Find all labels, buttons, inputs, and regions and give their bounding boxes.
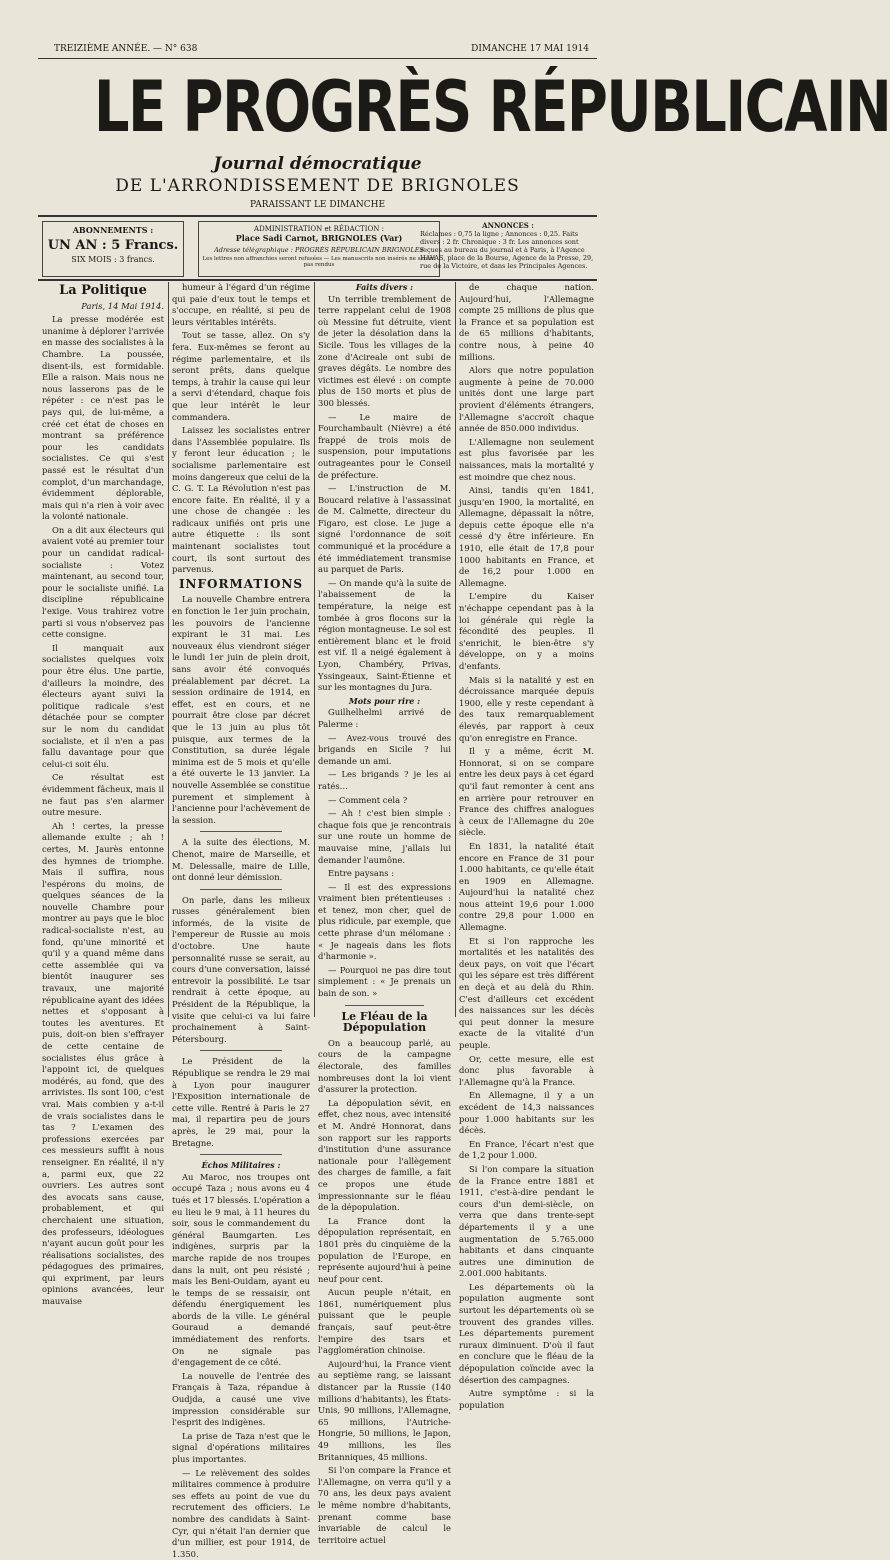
column-1 (42, 282, 164, 1307)
info-paragraph: A la suite des élections, M. Chenot, maire de Marseille, et M. Delessalle, maire de Lille, ont donné leur démission. (172, 837, 310, 883)
news-paragraph: — On mande qu'à la suite de l'abaissement de la température, la neige est tombée à gros flocons sur la région montagneuse. Le sol est entièrement blanc et le froid est vif. Il a neigé également à Lyon, Chambéry, Privas, Yssingeaux, Saint-Étienne et sur les montagnes du Jura. (318, 577, 451, 693)
issue-date: DIMANCHE 17 MAI 1914 (471, 44, 589, 54)
news-paragraph: Un terrible tremblement de terre rappelant celui de 1908 où Messine fut détruite, vient de jeter la désolation dans la Sicile. Tous les villages de la zone d'Acireale ont subi de graves dégâts. Le nombre des victimes est élevé : on compte plus de 150 morts et plus de 300 blessés. (318, 293, 451, 408)
article-paragraph: Alors que notre population augmente à peine de 70.000 unités dont une large part provient d'éléments étrangers, l'Allemagne s'accroît chaque année de 850.000 individus. (459, 365, 594, 434)
joke-line: — Pourquoi ne pas dire tout simplement : « Je prenais un bain de son. » (318, 964, 451, 999)
article-paragraph: Et si l'on rapproche les mortalités et les natalités des deux pays, on voit que l'écart qui les sépare est très différent en deçà et au delà du Rhin. C'est d'ailleurs cet excédent des naissances sur les décès qui peut donner la mesure exacte de la vitalité d'un peuple. (459, 935, 594, 1050)
article-paragraph: La dépopulation sévit, en effet, chez nous, avec intensité et M. André Honnorat, dans son rapport sur les rapports d'institution d'une assurance nationale pour l'allègement des charges de famille, a fait ce propos une étude impressionnante sur le fléau de la dépopulation. (318, 1097, 451, 1213)
administration-note: Les lettres non affranchies seront refusées — Les manuscrits non insérés ne seront pas rendus (202, 256, 436, 268)
section-divider (200, 831, 283, 832)
column-divider (314, 282, 315, 1017)
article-paragraph: En France, l'écart n'est que de 1,2 pour 1.000. (459, 1138, 594, 1161)
article-paragraph: Il manquait aux socialistes quelques voix pour être élus. Une partie, d'ailleurs la moindre, des électeurs ayant suivi la politique radicale s'est détachée pour se compter sur le nom du candidat socialiste, et il n'en a pas fallu davantage pour que celui-ci soit élu. (42, 642, 164, 769)
echo-paragraph: — Le relèvement des soldes militaires commence à produire ses effets au point de vue du recrutement des officiers. Le nombre des candidats à Saint-Cyr, qui n'était l'an dernier que d'un millier, est pour 1914, de 1.350. (172, 1467, 310, 1559)
masthead-title: LE PROGRÈS RÉPUBLICAIN (93, 66, 890, 148)
article-paragraph: L'empire du Kaiser n'échappe cependant pas à la loi générale qui règle la fécondité des peuples. Il s'enrichit, le bien-être s'y développe, on y a moins d'enfants. (459, 591, 594, 671)
article-paragraph: En 1831, la natalité était encore en France de 31 pour 1.000 habitants, ce qu'elle était en 1909 en Allemagne. Aujourd'hui la natalité chez nous atteint 19,6 pour 1.000 contre 29,8 pour 1.000 en Allemagne. (459, 840, 594, 933)
subscriptions-box (42, 221, 184, 277)
article-dateline: Paris, 14 Mai 1914. (81, 300, 164, 311)
article-paragraph: Ce résultat est évidemment fâcheux, mais il ne faut pas s'en alarmer outre mesure. (42, 772, 164, 818)
subheading-faits-divers: Faits divers : (355, 282, 414, 292)
section-divider (200, 1154, 283, 1155)
article-paragraph: La presse modérée est unanime à déplorer l'arrivée en masse des socialistes à la Chambre. La poussée, disent-ils, est formidable. Elle a raison. Mais nous ne nous lasserons pas de le répéter : ce n'est pas le pays qui, de lui-même, a créé cet état de choses en montrant sa préférence pour les candidats socialistes. Ce qui s'est passé est le résultat d'un complot, d'un marchandage, évidemment déplorable, mais qui n'a rien à voir avec la volonté nationale. (42, 314, 164, 522)
administration-address: Place Sadi Carnot, BRIGNOLES (Var) (235, 233, 403, 243)
joke-line: — Les brigands ? je les ai ratés… (318, 769, 451, 791)
administration-box (198, 221, 440, 277)
news-paragraph: — Le maire de Fourchambault (Nièvre) a été frappé de trois mois de suspension, pour imputations outrageantes pour le Conseil de préfecture. (318, 411, 451, 480)
top-rule (38, 58, 597, 59)
article-paragraph: On a beaucoup parlé, au cours de la campagne électorale, des familles nombreuses dont la loi vient d'assurer la protection. (318, 1037, 451, 1095)
masthead-district: DE L'ARRONDISSEMENT DE BRIGNOLES (115, 176, 520, 196)
joke-line: — Avez-vous trouvé des brigands en Sicile ? lui demande un ami. (318, 732, 451, 766)
advertising-title: ANNONCES : (482, 221, 534, 230)
joke-line: Guilhelhelmi arrivé de Palerme : (318, 707, 451, 729)
subheading-mots-pour-rire: Mots pour rire : (348, 695, 421, 706)
article-paragraph: On a dit aux électeurs qui avaient voté au premier tour pour un candidat radical-socialiste : Votez maintenant, au second tour, pour le socialiste unifié. La discipline républicaine l'exige. Vous trahirez votre parti si vous n'observez pas cette consigne. (42, 524, 164, 640)
info-paragraph: On parle, dans les milieux russes généralement bien informés, de la visite de l'empereur de Russie au mois d'octobre. Une haute personnalité russe se serait, au cours d'une conversation, laissé entrevoir la possibilité. Le tsar rendrait à cette époque, au Président de la République, la visite que celui-ci va lui faire prochainement à Saint-Pétersbourg. (172, 894, 310, 1044)
masthead-subtitle: Journal démocratique (213, 154, 422, 174)
info-paragraph: La nouvelle Chambre entrera en fonction le 1er juin prochain, les pouvoirs de l'ancienne expirant le 31 mai. Les nouveaux élus viendront siéger le lundi 1er juin de plein droit, sans avoir été convoqués préalablement par décret. La session ordinaire de 1914, en effet, est en cours, et ne pourrait être close par décret que le 13 juin au plus tôt puisque, aux termes de la Constitution, sa durée légale minima est de 5 mois et qu'elle a été ouverte le 13 janvier. La nouvelle Assemblée se constitue purement et simplement à l'ancienne pour l'achèvement de la session. (172, 594, 310, 825)
article-paragraph: Si l'on compare la France et l'Allemagne, on verra qu'il y a 70 ans, les deux pays avaient le même nombre d'habitants, prenant comme base invariable de calcul le territoire actuel (318, 1465, 451, 1545)
joke-line: — Il est des expressions vraiment bien prétentieuses : et tenez, mon cher, quel de plus ridicule, par exemple, que cette phrase d'un mélomane : « Je nageais dans les flots d'harmonie ». (318, 881, 451, 962)
subheading-echos-militaires: Échos Militaires : (201, 1160, 281, 1171)
column-divider (168, 282, 169, 1017)
article-paragraph: Mais si la natalité y est en décroissance marquée depuis 1900, elle y reste cependant à des taux remarquablement élevés, par rapport à ceux qu'on enregistre en France. (459, 674, 594, 743)
article-paragraph: Ah ! certes, la presse allemande exulte ; ah ! certes, M. Jaurès entonne des hymnes de triomphe. Mais il suffira, nous l'espérons du moins, de quelques séances de la nouvelle Chambre pour montrer au pays que le bloc radical-socialiste n'est, au fond, qu'une minorité et qu'il y a quand même dans cette assemblée qui va bientôt inaugurer ses travaux, une majorité républicaine ayant des idées nettes et s'opposant à toutes les aventures. Et puis, doit-on bien s'effrayer de cette centaine de socialistes élus grâce à l'appoint ici, de quelques modérés, au fond, que des arrivistes. Ils sont 100, c'est vrai. Mais combien y a-t-il de vrais socialistes dans le tas ? L'examen des professions exercées par ces messieurs suffit à nous renseigner. En réalité, il n'y a, parmi eux, que 22 ouvriers. Les autres sont des avocats sans cause, probablement, et qui cherchaient une situation, des professeurs, idéologues n'ayant aucun goût pour les réalisations socialistes, des pédagogues des primaires, qui expriment, par leurs opinions avancées, leur mauvaise (42, 820, 164, 1307)
article-paragraph: En Allemagne, il y a un excédent de 14,3 naissances pour 1.000 habitants sur les décès. (459, 1090, 594, 1136)
advertising-box (420, 221, 596, 275)
joke-line: — Comment cela ? (328, 794, 408, 805)
article-heading-informations: INFORMATIONS (178, 576, 304, 591)
subscription-year: UN AN : 5 Francs. (47, 238, 179, 253)
section-divider (200, 889, 283, 890)
column-2 (172, 282, 310, 1559)
article-paragraph: Tout se tasse, allez. On s'y fera. Eux-mêmes se feront au régime parlementaire, et ils seront prêts, dans quelque temps, à trahir la cause qui leur a servi d'étendard, chaque fois que leur intérêt le leur commandera. (172, 330, 310, 422)
article-paragraph: Or, cette mesure, elle est donc plus favorable à l'Allemagne qu'à la France. (459, 1053, 594, 1087)
column-3 (318, 282, 451, 1545)
column-4 (459, 282, 594, 1410)
article-paragraph: Il y a même, écrit M. Honnorat, si on se compare entre les deux pays à cet égard qu'il faut remonter à cent ans en arrière pour retrouver en France des chiffres analogues à ceux de l'Allemagne du 20e siècle. (459, 746, 594, 838)
info-paragraph: Le Président de la République se rendra le 29 mai à Lyon pour inaugurer l'Exposition internationale de cette ville. Rentré à Paris le 27 mai, il repartira peu de jours après, le 29 mai, pour la Bretagne. (172, 1056, 310, 1148)
subscriptions-title: ABONNEMENTS : (72, 225, 154, 235)
issue-line (38, 44, 597, 58)
masthead-frequency: PARAISSANT LE DIMANCHE (249, 200, 386, 210)
article-heading-politique: La Politique (59, 283, 147, 298)
article-paragraph: Les départements où la population augmente sont surtout les départements où se trouvent des grandes villes. Les départements purement ruraux diminuent. D'où il faut en conclure que le fléau de la dépopulation coïncide avec la désertion des campagnes. (459, 1281, 594, 1385)
subscription-six-months: SIX MOIS : 3 francs. (71, 255, 155, 264)
echo-paragraph: La nouvelle de l'entrée des Français à Taza, répandue à Oudjda, a causé une vive impression considérable sur l'esprit des indigènes. (172, 1370, 310, 1428)
news-paragraph: — L'instruction de M. Boucard relative à l'assassinat de M. Calmette, directeur du Figaro, est close. Le juge a signé l'ordonnance de soit communiqué et la procédure a été immédiatement transmise au parquet de Paris. (318, 483, 451, 575)
advertising-text: Réclames : 0,75 la ligne ; Annonces : 0,25. Faits divers : 2 fr. Chronique : 3 fr. Les annonces sont reçues au bureau du journal et à Paris, à l'Agence HAVAS, place de la Bourse, Agence de la Presse, 29, rue de la Victoire, et dans les Principales Agences. (420, 230, 594, 270)
article-paragraph: L'Allemagne non seulement est plus favorisée par les naissances, mais la mortalité y est moindre que chez nous. (459, 436, 594, 482)
article-paragraph: Laissez les socialistes entrer dans l'Assemblée populaire. Ils y feront leur éducation ; le socialisme parlementaire est moins dangereux que celui de la C. G. T. La Révolution n'est pas encore faite. En réalité, il y a une chose de changée : les radicaux unifiés ont pris une autre étiquette : ils sont maintenant socialistes tout court, ils sont surtout des parvenus. (172, 425, 310, 575)
section-divider (200, 1050, 283, 1051)
article-paragraph: Aujourd'hui, la France vient au septième rang, se laissant distancer par la Russie (140 millions d'habitants), les États-Unis, 90 millions, l'Allemagne, 65 millions, l'Autriche-Hongrie, 50 millions, le Japon, 49 millions, les îles Britanniques, 45 millions. (318, 1358, 451, 1462)
article-paragraph: Autre symptôme : si la population (459, 1388, 594, 1410)
article-paragraph: La France dont la dépopulation représentait, en 1801 près du cinquième de la population de l'Europe, en représente aujourd'hui à peine neuf pour cent. (318, 1215, 451, 1284)
issue-number: TREIZIÈME ANNÉE. — N° 638 (54, 44, 198, 54)
article-paragraph: Aucun peuple n'était, en 1861, numériquement plus puissant que le peuple français, sauf peut-être l'empire des tsars et l'agglomération chinoise. (318, 1287, 451, 1356)
article-heading-depopulation: Le Fléau de la Dépopulation (341, 1009, 428, 1035)
article-paragraph: de chaque nation. Aujourd'hui, l'Allemagne compte 25 millions de plus que la France et sa population est de 65 millions d'habitants, contre nous, à peine 40 millions. (459, 282, 594, 362)
article-paragraph: Si l'on compare la situation de la France entre 1881 et 1911, c'est-à-dire pendant le cours d'un demi-siècle, on verra que dans trente-sept départements il y a une augmentation de 5.765.000 habitants et dans cinquante autres une diminution de 2.001.000 habitants. (459, 1163, 594, 1279)
echo-paragraph: Au Maroc, nos troupes ont occupé Taza ; nous avons eu 4 tués et 17 blessés. L'opération a eu lieu le 9 mai, à 11 heures du soir, sous le commandement du général Baumgarten. Les indigènes, surpris par la marche rapide de nos troupes dans la nuit, ont peu résisté ; mais les Beni-Ouidam, ayant eu le temps de se ressaisir, ont défendu énergiquement les abords de la ville. Le général Gouraud a demandé immédiatement des renforts. On ne signale pas d'engagement de ce côté. (172, 1171, 310, 1368)
article-paragraph: humeur à l'égard d'un régime qui paie d'eux tout le temps et s'occupe, en réalité, si peu de leurs véritables intérêts. (172, 282, 310, 327)
administration-title: ADMINISTRATION et RÉDACTION : (254, 225, 384, 233)
info-bar (38, 215, 597, 281)
article-paragraph: Ainsi, tandis qu'en 1841, jusqu'en 1900, la mortalité, en Allemagne, dépassait la nôtre, depuis cette époque elle n'a cessé d'y être inférieure. En 1910, elle était de 17,8 pour 1000 habitants en France, et de 16,2 pour 1.000 en Allemagne. (459, 485, 594, 588)
column-divider (455, 282, 456, 1017)
joke-line: — Ah ! c'est bien simple : chaque fois que je rencontrais sur une route un homme de mauvaise mine, j'allais lui demander l'aumône. (318, 808, 451, 865)
section-divider (345, 1005, 425, 1006)
echo-paragraph: La prise de Taza n'est que le signal d'opérations militaires plus importantes. (172, 1430, 310, 1464)
administration-telegraph: Adresse télégraphique : PROGRÈS RÉPUBLICAIN BRIGNOLES (214, 246, 424, 254)
joke-line: Entre paysans : (328, 868, 395, 879)
